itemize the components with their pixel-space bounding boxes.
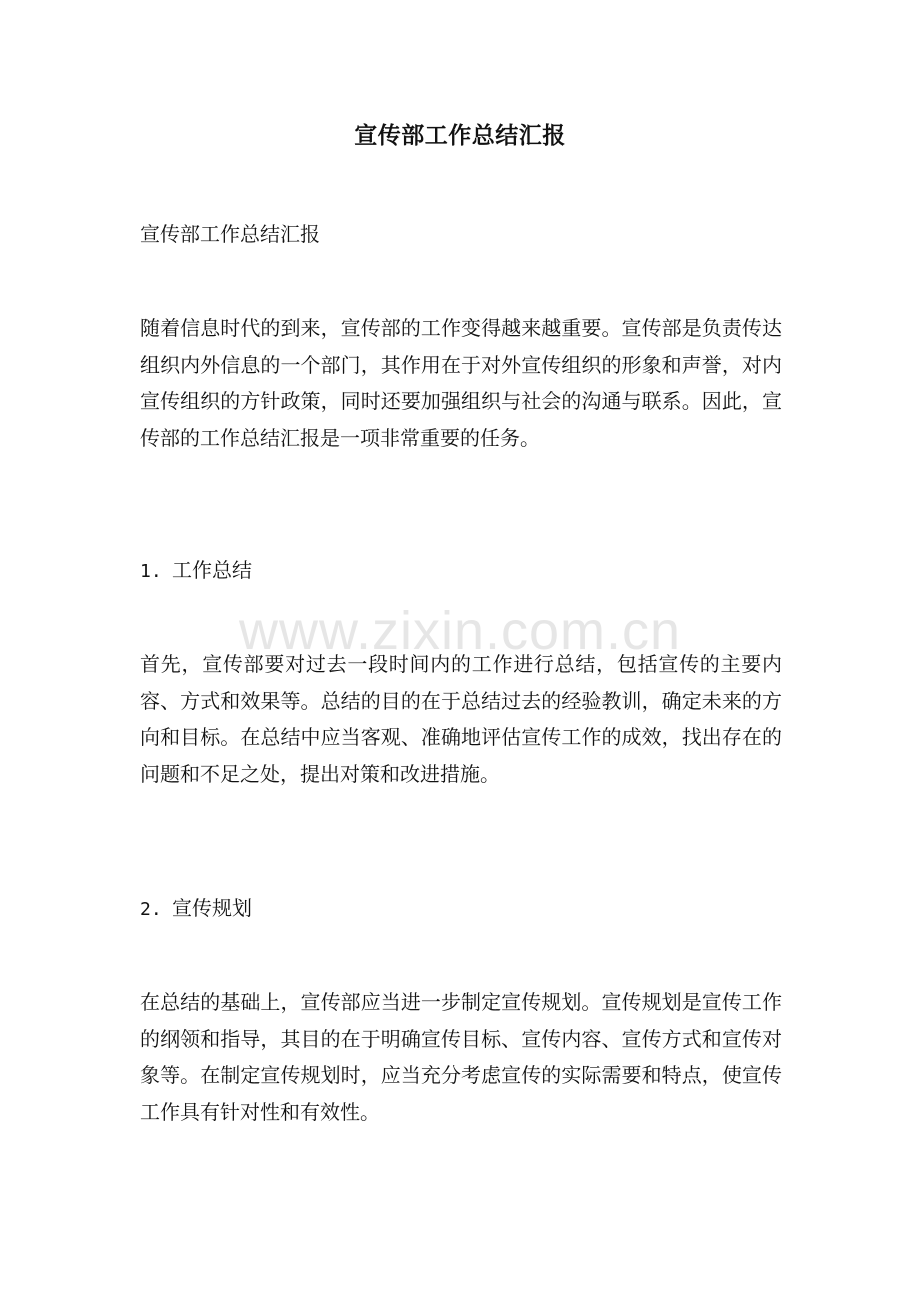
intro-paragraph: 随着信息时代的到来，宣传部的工作变得越来越重要。宣传部是负责传达组织内外信息的一个部门，其作用在于对外宣传组织的形象和声誉，对内宣传组织的方针政策，同时还要加强组织与社会的沟通与联系。因此，宣传部的工作总结汇报是一项非常重要的任务。 <box>140 316 782 450</box>
section-number: 2. <box>140 899 162 920</box>
section-heading-label: 工作总结 <box>172 558 252 582</box>
section-paragraph-publicity-plan: 在总结的基础上，宣传部应当进一步制定宣传规划。宣传规划是宣传工作的纲领和指导，其目的在于明确宣传目标、宣传内容、宣传方式和宣传对象等。在制定宣传规划时，应当充分考虑宣传的实际需要和特点，使宣传工作具有针对性和有效性。 <box>140 990 782 1124</box>
section-heading-publicity-plan <box>140 890 252 928</box>
watermark: www.zixin.com.cn <box>238 601 682 661</box>
document-title: 宣传部工作总结汇报 <box>354 122 566 149</box>
document-subtitle: 宣传部工作总结汇报 <box>140 222 320 246</box>
section-heading-label: 宣传规划 <box>172 896 252 920</box>
section-heading-work-summary <box>140 552 252 590</box>
section-number: 1. <box>140 561 162 582</box>
section-paragraph-work-summary: 首先，宣传部要对过去一段时间内的工作进行总结，包括宣传的主要内容、方式和效果等。总结的目的在于总结过去的经验教训，确定未来的方向和目标。在总结中应当客观、准确地评估宣传工作的成效，找出存在的问题和不足之处，提出对策和改进措施。 <box>140 652 782 786</box>
